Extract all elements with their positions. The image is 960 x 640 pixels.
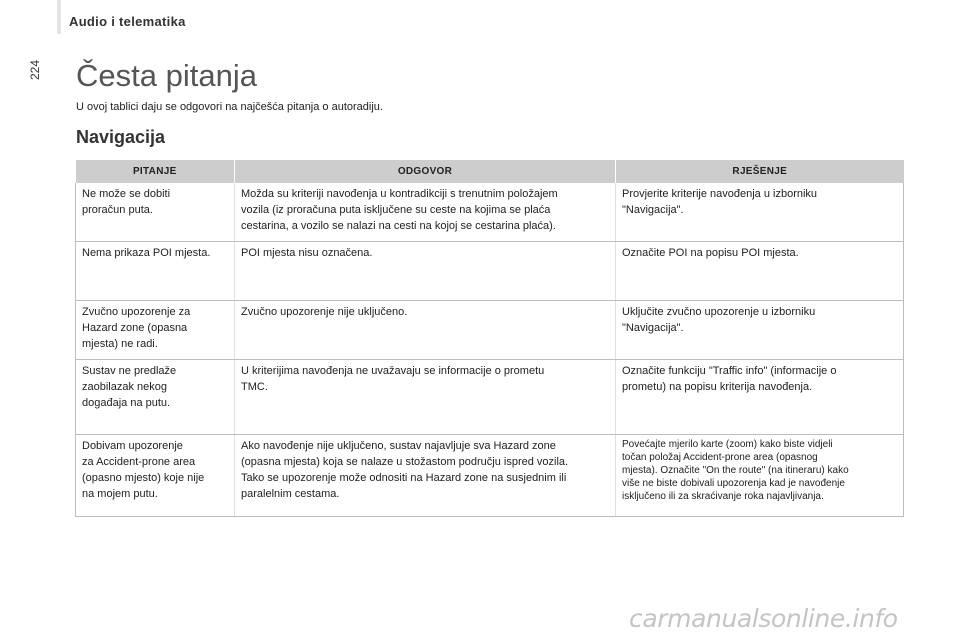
table-row: [76, 434, 904, 516]
table-row: [76, 300, 904, 359]
question-cell: Dobivam upozorenje za Accident-prone area (opasno mjesto) koje nije na mojem putu.: [76, 434, 235, 516]
answer-cell: Zvučno upozorenje nije uključeno.: [235, 300, 616, 359]
answer-cell: Ako navođenje nije uključeno, sustav najavljuje sva Hazard zone (opasna mjesta) koja se nalaze u stožastom području ispred vozila. Tako se upozorenje može odnositi na Hazard zone na susjednim ili paralelnim cestama.: [235, 434, 616, 516]
header-solution: RJEŠENJE: [616, 160, 904, 183]
answer-cell: POI mjesta nisu označena.: [235, 241, 616, 300]
table-header-row: [76, 160, 904, 183]
answer-cell: U kriterijima navođenja ne uvažavaju se informacije o prometu TMC.: [235, 359, 616, 434]
page-number: 224: [28, 59, 42, 80]
faq-table: [75, 160, 904, 517]
header-answer: ODGOVOR: [235, 160, 616, 183]
question-cell: Ne može se dobiti proračun puta.: [76, 183, 235, 241]
solution-cell: Označite POI na popisu POI mjesta.: [616, 241, 904, 300]
section-heading: Navigacija: [76, 127, 166, 147]
watermark: carmanualsonline.info: [629, 604, 898, 633]
table-row: [76, 183, 904, 241]
intro-text: U ovoj tablici daju se odgovori na najčešća pitanja o autoradiju.: [76, 101, 383, 113]
solution-cell: Označite funkciju "Traffic info" (informacije o prometu) na popisu kriterija navođenja.: [616, 359, 904, 434]
question-cell: Nema prikaza POI mjesta.: [76, 241, 235, 300]
question-cell: Zvučno upozorenje za Hazard zone (opasna mjesta) ne radi.: [76, 300, 235, 359]
page-title: Česta pitanja: [76, 58, 257, 93]
solution-cell: Uključite zvučno upozorenje u izborniku "Navigacija".: [616, 300, 904, 359]
section-name: Audio i telematika: [69, 14, 186, 29]
running-header: [57, 0, 227, 34]
table-row: [76, 359, 904, 434]
header-marker: [57, 0, 61, 34]
table-row: [76, 241, 904, 300]
solution-cell: Povećajte mjerilo karte (zoom) kako biste vidjeli točan položaj Accident-prone area (opasnog mjesta). Označite "On the route" (na itineraru) kako više ne biste dobivali upozorenja kad je navođenje isključeno ili za skraćivanje roka najavljivanja.: [616, 434, 904, 516]
solution-cell: Provjerite kriterije navođenja u izborniku "Navigacija".: [616, 183, 904, 241]
answer-cell: Možda su kriteriji navođenja u kontradikciji s trenutnim položajem vozila (iz proračuna puta isključene su ceste na kojima se plaća cestarina, a vozilo se nalazi na cesti na kojoj se cestarina plaća).: [235, 183, 616, 241]
question-cell: Sustav ne predlaže zaobilazak nekog događaja na putu.: [76, 359, 235, 434]
header-question: PITANJE: [76, 160, 235, 183]
